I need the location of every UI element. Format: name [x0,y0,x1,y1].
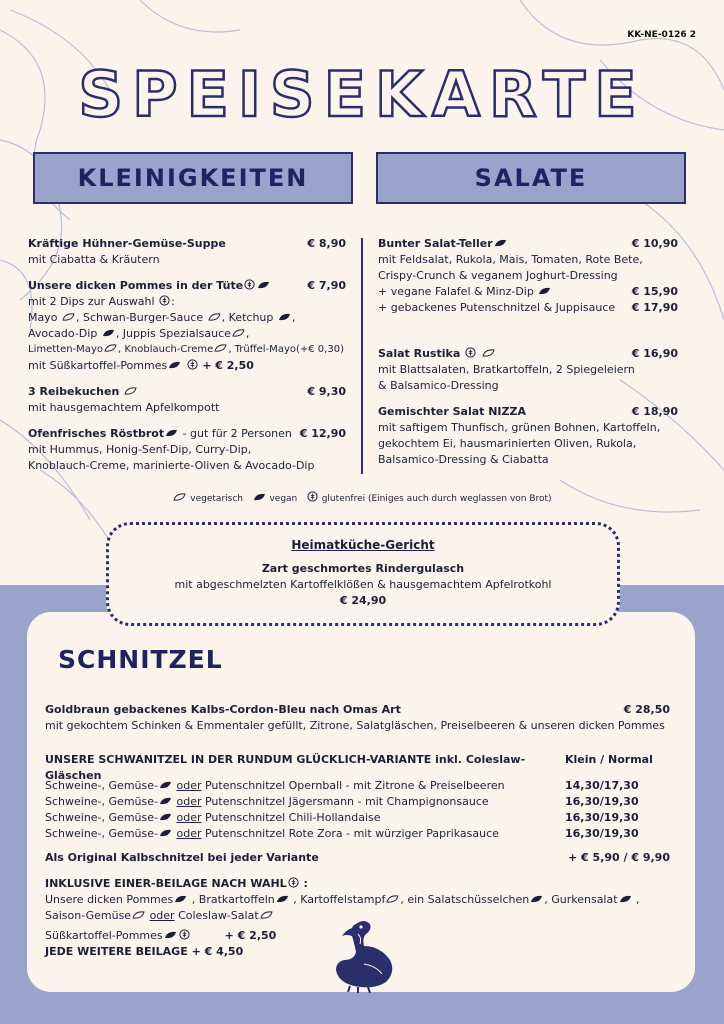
vegan-icon [530,895,543,904]
vegan-icon [619,895,632,904]
heimat-desc: mit abgeschmelzten Kartoffelklößen & hausgemachtem Apfelrotkohl [174,578,552,591]
heimat-box [106,522,620,626]
vegetarian-icon [62,313,75,322]
heimat-title: Heimatküche-Gericht [291,538,435,552]
vegan-icon [257,281,270,290]
vegetarian-icon [386,895,399,904]
glutenfree-icon [187,359,198,370]
vegan-icon [168,361,181,370]
vegetarian-icon [260,911,273,920]
vegan-icon [174,895,187,904]
vegan-icon [159,797,172,806]
variant-row: Schweine-, Gemüse- oder Putenschnitzel Rote Zora - mit würziger Paprikasauce 16,30/19,30 [45,827,639,840]
glutenfree-icon [288,877,299,888]
page-title: SPEISEKARTE [78,58,646,131]
document-code: KK-NE-0126 2 [627,30,696,40]
vegan-icon [159,829,172,838]
duck-logo [328,916,400,994]
menu-item: Bunter Salat-Teller € 10,90 mit Feldsalat, Rukola, Mais, Tomaten, Rote Bete, Crispy-Crunch & veganem Joghurt-Dressing + vegane Falafel & Minz-Dip € 15,90 + gebackenes Putenschnitzel & Juppisauce € 17,90 [378,237,678,314]
menu-item: Ofenfrisches Röstbrot - gut für 2 Personen € 12,90 mit Hummus, Honig-Senf-Dip, Curry-Dip, Knoblauch-Creme, marinierte-Oliven & Avocado-Dip [28,427,346,472]
cordon-bleu-item: Goldbraun gebackenes Kalbs-Cordon-Bleu nach Omas Art € 28,50 mit gekochtem Schinken & Emmentaler gefüllt, Zitrone, Salatgläschen, Preiselbeeren & unseren dicken Pommes [45,703,670,732]
glutenfree-icon [465,347,476,358]
vegan-icon [276,895,289,904]
schwanitzel-variants [45,778,670,842]
vegan-icon [164,931,177,940]
vegetarian-icon [124,387,137,396]
variant-row: Schweine-, Gemüse- oder Putenschnitzel Opernball - mit Zitrone & Preiselbeeren 14,30/17,30 [45,779,639,792]
original-kalb-row: Als Original Kalbschnitzel bei jeder Variante + € 5,90 / € 9,90 [45,851,670,864]
vegan-icon [278,313,291,322]
beilagen-block: INKLUSIVE EINER-BEILAGE NACH WAHL : Unsere dicken Pommes , Bratkartoffeln , Kartoffelstampf , ein Salatschüsselchen , Gurkensalat , Saison-Gemüse oder Coleslaw-Salat [45,877,640,922]
vegan-icon [165,429,178,438]
section-header-salate: SALATE [376,152,686,204]
glutenfree-icon [307,491,318,502]
vegetarian-icon [173,493,186,502]
variant-row: Schweine-, Gemüse- oder Putenschnitzel Chili-Hollandaise 16,30/19,30 [45,811,639,824]
vegetarian-icon [104,344,117,353]
glutenfree-icon [244,279,255,290]
glutenfree-icon [159,295,170,306]
vegan-icon [494,239,507,248]
salate-list [378,236,678,478]
heimat-price: € 24,90 [339,594,387,607]
menu-item: Gemischter Salat NIZZA € 18,90 mit saftigem Thunfisch, grünen Bohnen, Kartoffeln, gekochtem Ei, hausmarinierten Oliven, Rukola, Balsamico-Dressing & Ciabatta [378,405,678,466]
schwanitzel-header: UNSERE SCHWANITZEL IN DER RUNDUM GLÜCKLICH-VARIANTE inkl. Coleslaw-Gläschen Klein / Normal [45,753,653,782]
vegetarian-icon [132,911,145,920]
vegan-icon [159,813,172,822]
section-header-schnitzel: SCHNITZEL [58,645,223,674]
extras-block: Süßkartoffel-Pommes + € 2,50 JEDE WEITERE BEILAGE + € 4,50 [45,929,277,958]
vegan-icon [253,493,266,502]
vegan-icon [159,781,172,790]
variant-row: Schweine-, Gemüse- oder Putenschnitzel Jägersmann - mit Champignonsauce 16,30/19,30 [45,795,639,808]
vegan-icon [538,287,551,296]
legend: vegetarisch vegan glutenfrei (Einiges auch durch weglassen von Brot) [0,491,724,504]
section-header-kleinigkeiten: KLEINIGKEITEN [33,152,353,204]
menu-item: 3 Reibekuchen € 9,30 mit hausgemachtem Apfelkompott [28,385,346,414]
column-divider [361,238,363,474]
vegetarian-icon [482,349,495,358]
vegetarian-icon [232,329,245,338]
heimat-dish: Zart geschmortes Rindergulasch [261,562,465,575]
vegan-icon [102,329,115,338]
menu-item: Kräftige Hühner-Gemüse-Suppe € 8,90 mit Ciabatta & Kräutern [28,237,346,266]
vegetarian-icon [214,344,227,353]
kleinigkeiten-list [28,236,346,484]
menu-item: Salat Rustika € 16,90 mit Blattsalaten, Bratkartoffeln, 2 Spiegeleiern & Balsamico-Dressing [378,347,678,392]
menu-item: Unsere dicken Pommes in der Tüte € 7,90 mit 2 Dips zur Auswahl : Mayo , Schwan-Burger-Sauce , Ketchup , Avocado-Dip , Juppis Spezialsauce , Limetten-Mayo , Knoblauch-Creme , Trüffel-Mayo(+€ 0,30) mit Süßkartoffel-Pommes + € 2,50 [28,279,346,372]
vegetarian-icon [208,313,221,322]
glutenfree-icon [179,929,190,940]
